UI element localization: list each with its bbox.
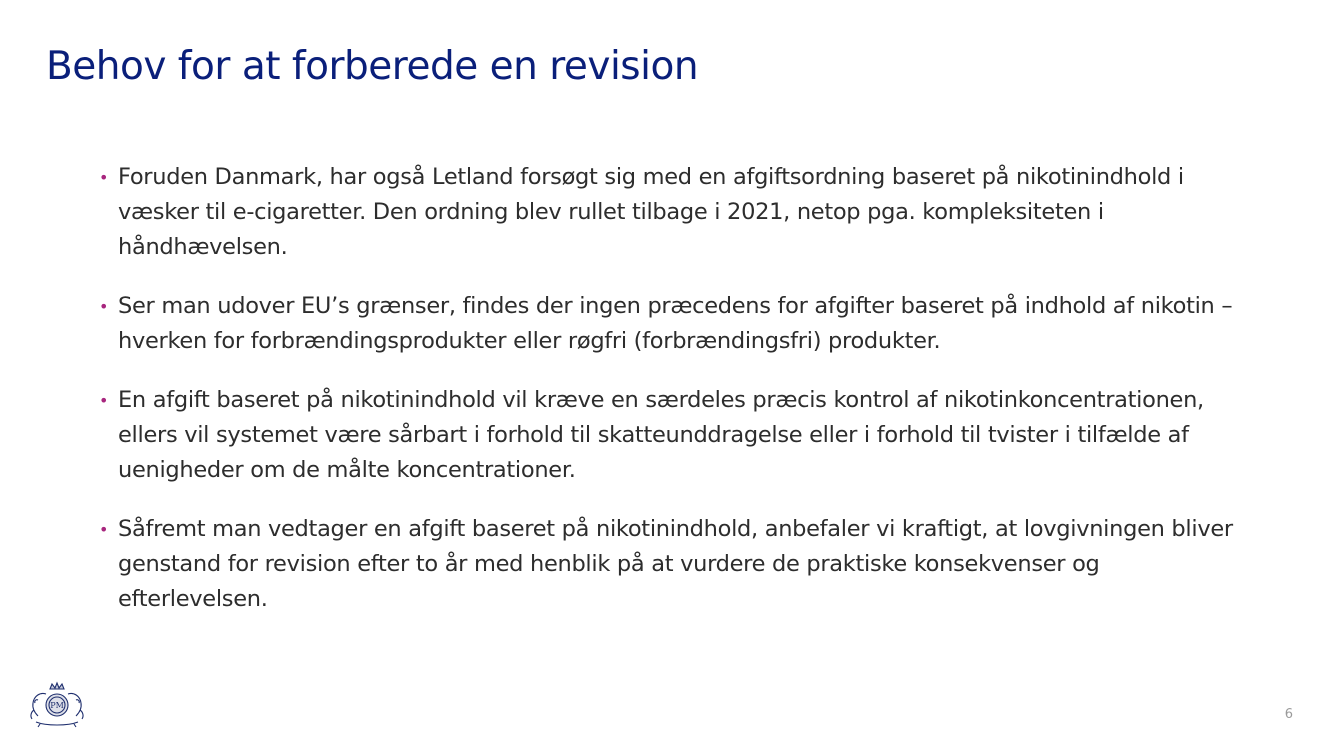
bullet-item (98, 289, 1248, 359)
bullet-marker: • (99, 297, 109, 316)
bullet-marker: • (99, 168, 109, 187)
bullet-text: Foruden Danmark, har også Letland forsøgt sig med en afgiftsordning baseret på nikotinindhold i væsker til e-cigaretter. Den ordning blev rullet tilbage i 2021, netop pga. kompleksiteten i håndhævelsen. (118, 164, 1184, 260)
crest-logo-icon (24, 680, 90, 730)
slide-title: Behov for at forberede en revision (46, 44, 699, 89)
bullet-marker: • (99, 391, 109, 410)
bullet-marker: • (99, 520, 109, 539)
svg-text:PM: PM (50, 701, 64, 710)
bullet-item (98, 383, 1248, 488)
bullet-item (98, 160, 1248, 265)
bullet-text: En afgift baseret på nikotinindhold vil kræve en særdeles præcis kontrol af nikotinkoncentrationen, ellers vil systemet være sårbart i forhold til skatteunddragelse eller i forhold til tvister i tilfælde af uenigheder om de målte koncentrationer. (118, 387, 1204, 483)
bullet-text: Ser man udover EU’s grænser, findes der ingen præcedens for afgifter baseret på indhold af nikotin – hverken for forbrændingsprodukter eller røgfri (forbrændingsfri) produkter. (118, 293, 1233, 354)
bullet-list (98, 160, 1248, 641)
bullet-text: Såfremt man vedtager en afgift baseret på nikotinindhold, anbefaler vi kraftigt, at lovgivningen bliver genstand for revision efter to år med henblik på at vurdere de praktiske konsekvenser og efterlevelsen. (118, 516, 1233, 612)
page-number: 6 (1284, 707, 1293, 722)
bullet-item (98, 512, 1248, 617)
